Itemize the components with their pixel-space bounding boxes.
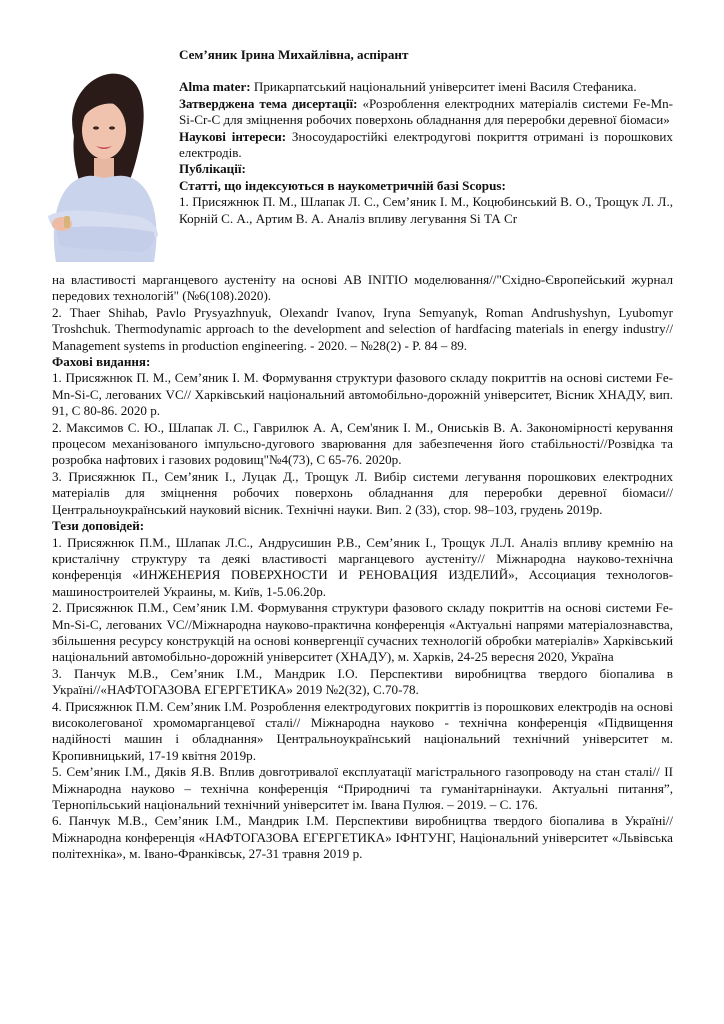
dissertation-topic-value: «Розроблення електродних матеріалів системи Fe-Mn-Si-Cr-C для зміцнення робочих поверхонь обладнання для переробки деревної біомаси» xyxy=(179,95,673,128)
publications-heading: Публікації: xyxy=(179,161,246,177)
scopus-article-2: 2. Thaer Shihab, Pavlo Prysyazhnyuk, Olexandr Ivanov, Iryna Semyanyk, Roman Andrushyshyn, Lyubomyr Troshchuk. Thermodynamic approach to the development and selection of hardfacing materials in energy industry// Management systems in production engineering. - 2020. – №28(2) - P. 84 – 89. xyxy=(52,304,673,353)
abstract-item: 1. Присяжнюк П.М., Шлапак Л.С., Андрусишин Р.В., Сем’яник І., Трощук Л.Л. Аналіз впливу кремнію на кристалічну структуру та деякі властивості марганцевого аустеніту// Міжнародна науково-технічна конференція «ИНЖЕНЕРИЯ ПОВЕРХНОСТИ И РЕНОВАЦИЯ ИЗДЕЛИЙ», Ассоциация технологов-машиностроителей Украины, м. Київ, 1-5.06.20р. xyxy=(52,534,673,599)
research-interests-value: Зносоудароcтійкі електродугові покриття отримані із порошкових електродів. xyxy=(179,128,673,161)
abstracts-heading: Тези доповідей: xyxy=(52,518,145,534)
professional-item: 1. Присяжнюк П. М., Сем’яник І. М. Формування структури фазового складу покриттів на основі системи Fe-Mn-Si-C, легованих VC// Харківський національний автомобільно-дорожній університет, Вісник ХНАДУ, вип. 91, С 80-86. 2020 р. xyxy=(52,370,673,419)
abstract-item: 2. Присяжнюк П.М., Сем’яник І.М. Формування структури фазового складу покриттів на основі системи Fe-Mn-Si-C, легованих VC//Міжнародна науково-практична конференція «Актуальні напрями матеріалознавства, збільшення ресурсу конструкцій на основі конвергенції сучасних технологій обробки матеріалів» Харківський національний автомобільно-дорожній університет (ХНАДУ), м. Харків, 24-25 вересня 2020, Україна xyxy=(52,600,673,665)
author-name: Сем’яник Ірина Михайлівна, аспірант xyxy=(179,47,409,62)
professional-editions-heading: Фахові видання: xyxy=(52,354,151,370)
research-interests-line xyxy=(179,129,673,162)
research-interests-label: Наукові інтереси: xyxy=(179,128,287,144)
dissertation-topic-label: Затверджена тема дисертації: xyxy=(179,95,358,111)
alma-mater-label: Alma mater: xyxy=(179,79,251,95)
scopus-article-1-head: 1. Присяжнюк П. М., Шлапак Л. С., Сем’яник І. М., Коцюбинський В. О., Трощук Л. Л., Корній С. А., Артим В. А. Аналіз впливу легування Si ТА Cr xyxy=(179,194,673,226)
abstract-item: 6. Панчук М.В., Сем’яник І.М., Мандрик І.М. Перспективи виробництва твердого біопалива в Україні// Міжнародна конференція «НАФТОГАЗОВА ЕГЕРГЕТИКА» ІФНТУНГ, Національний університет «Львівська політехніка», м. Івано-Франківськ, 27-31 травня 2019 р. xyxy=(52,813,673,862)
dissertation-topic-line xyxy=(179,96,673,129)
abstract-item: 3. Панчук М.В., Сем’яник І.М., Мандрик І.О. Перспективи виробництва твердого біопалива в Україні//«НАФТОГАЗОВА ЕГЕРГЕТИКА» 2019 №2(32), С.70-78. xyxy=(52,665,673,698)
scopus-article-1-tail: на властивості марганцевого аустеніту на основі AB INITIO моделювання//"Східно-Європейський журнал передових технологій" (№6(108).2020). xyxy=(52,272,673,304)
author-portrait-photo xyxy=(36,66,168,262)
abstract-item: 5. Сем’яник І.М., Дяків Я.В. Вплив довготривалої експлуатації магістрального газопроводу на стан сталі// ІІ Міжнародна науково – технічна конференція “Природничі та гуманітарнінауки. Актуальні питання”, Тернопільський національний технічний університет ім. Івана Пулюя. – 2019. – С. 176. xyxy=(52,764,673,812)
abstract-item: 4. Присяжнюк П.М. Сем’яник І.М. Розроблення електродугових покриттів із порошкових електродів на основі високолегованої хромомарганцевої сталі// Міжнародна науково - технічна конференція «Підвищення надійності машин і обладнання» Центральноукраїнський національний технічний університет м. Кропивницький, 17-19 квітня 2019р. xyxy=(52,698,673,763)
alma-mater-value: Прикарпатський національний університет імені Василя Стефаника. xyxy=(250,79,637,95)
professional-item: 2. Максимов С. Ю., Шлапак Л. С., Гаврилюк А. А, Сем'яник І. М., Ониськів В. А. Закономірності керування процесом механізованого імпульсно-дугового зварювання для забезпечення його стабільності//Розвідка та розробка нафтових і газових родовищ"№4(73), С 65-76. 2020р. xyxy=(52,419,673,468)
publications-body xyxy=(52,272,673,863)
profile-header xyxy=(179,47,673,227)
alma-mater-line xyxy=(179,79,673,95)
scopus-heading: Статті, що індексуються в наукометричній базі Scopus: xyxy=(179,177,506,193)
professional-item: 3. Присяжнюк П., Сем’яник І., Луцак Д., Трощук Л. Вибір системи легування порошкових електродних матеріалів для зміцнення робочих поверхонь обладнання для переробки деревної біомаси// Центральноукраїнський науковий вісник. Технічні науки. Вип. 2 (33), стор. 98–103, грудень 2019р. xyxy=(52,468,673,517)
